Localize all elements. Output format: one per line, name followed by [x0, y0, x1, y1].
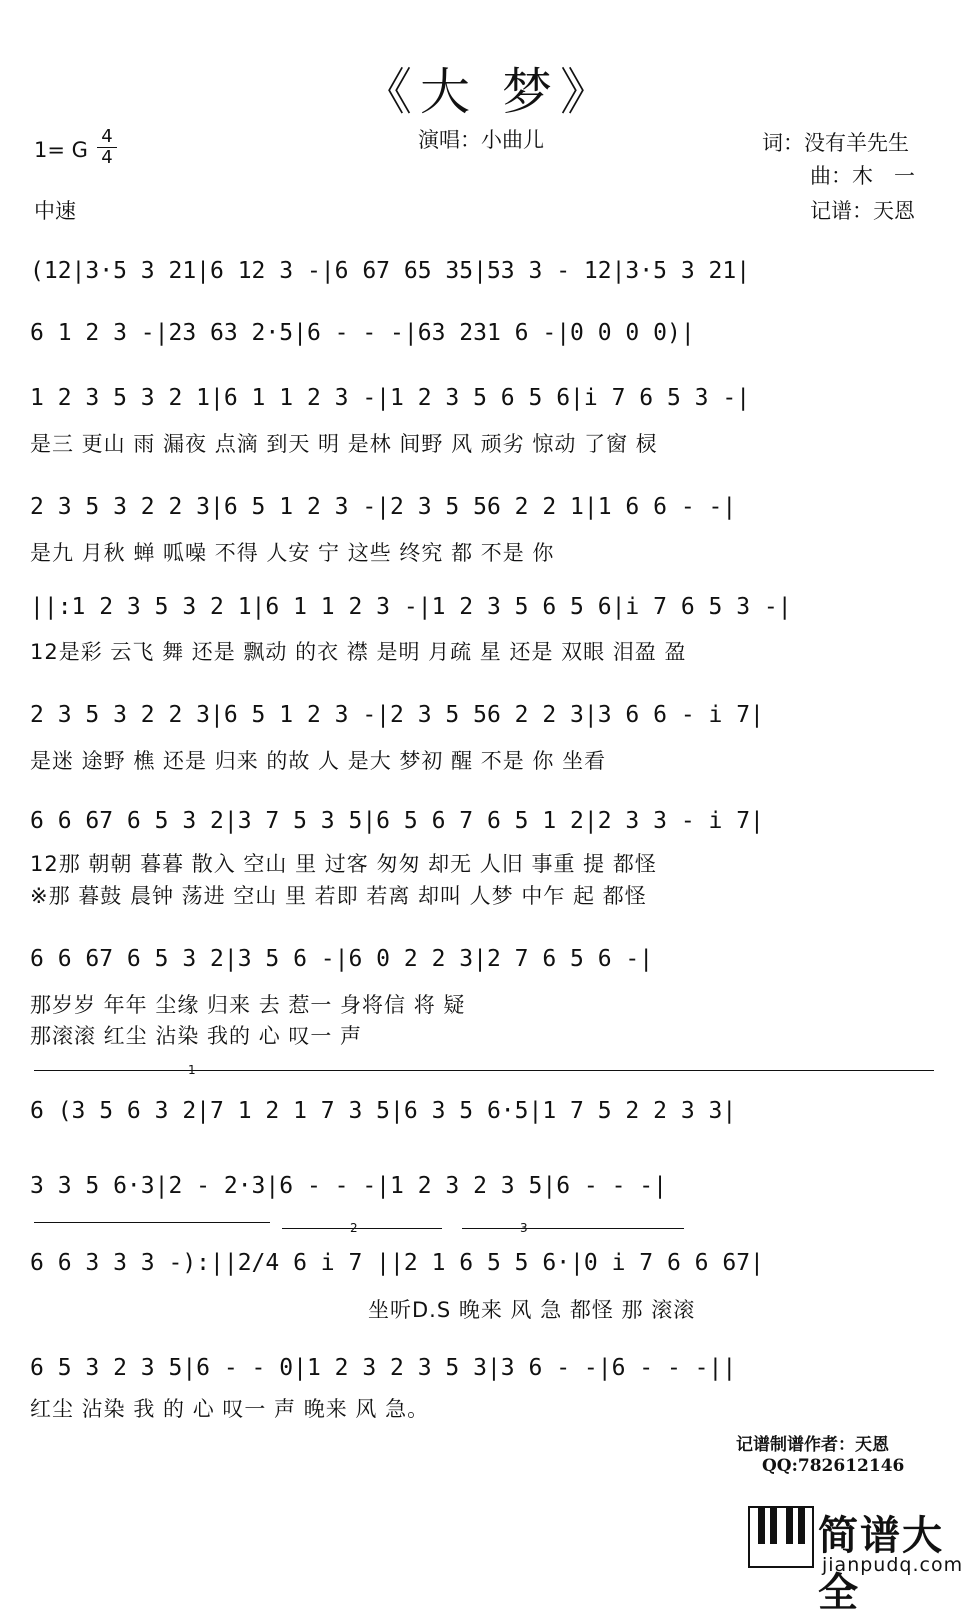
time-top: 4 — [101, 126, 113, 147]
volta-bracket-2 — [282, 1228, 442, 1229]
footer-credit: 记谱制谱作者：天恩 — [736, 1435, 889, 1455]
volta-label-3: 3 — [520, 1221, 528, 1235]
lyric-line-6: 是迷 途野 樵 还是 归来 的故 人 是大 梦初 醒 不是 你 坐看 — [30, 749, 607, 773]
lyric-line-8b: 那滚滚 红尘 沾染 我的 心 叹一 声 — [30, 1024, 363, 1048]
lyric-line-3: 是三 更山 雨 漏夜 点滴 到天 明 是林 间野 风 顽劣 惊动 了窗 棂 — [30, 432, 658, 456]
transcriber-credit: 记谱：天恩 — [810, 199, 915, 223]
singer-credit: 演唱：小曲儿 — [418, 128, 544, 152]
volta-label-2: 2 — [350, 1221, 358, 1235]
notation-line-12: 6 5 3 2 3 5|6 - - 0|1 2 3 2 3 5 3|3 6 - -|6 - - -|| — [30, 1355, 737, 1381]
lyric-line-5: 12是彩 云飞 舞 还是 飘动 的衣 襟 是明 月疏 星 还是 双眼 泪盈 盈 — [30, 640, 687, 664]
lyric-line-8a: 那岁岁 年年 尘缘 归来 去 惹一 身将信 将 疑 — [30, 993, 466, 1017]
piano-keys-icon — [748, 1506, 814, 1568]
notation-line-11: 6 6 3 3 3 -):||2/4 6 i 7 ||2 1 6 5 5 6·|0 i 7 6 6 67| — [30, 1250, 764, 1276]
site-logo — [748, 1500, 970, 1616]
lyric-line-4: 是九 月秋 蝉 呱噪 不得 人安 宁 这些 终究 都 不是 你 — [30, 541, 555, 565]
key-signature: 1= G — [34, 138, 88, 162]
notation-line-4: 2 3 5 3 2 2 3|6 5 1 2 3 -|2 3 5 56 2 2 1|1 6 6 - -| — [30, 494, 737, 520]
notation-line-7: 6 6 67 6 5 3 2|3 7 5 3 5|6 5 6 7 6 5 1 2|2 3 3 - i 7| — [30, 808, 764, 834]
notation-line-8: 6 6 67 6 5 3 2|3 5 6 -|6 0 2 2 3|2 7 6 5 6 -| — [30, 946, 654, 972]
notation-line-1: (12|3·5 3 21|6 12 3 -|6 67 65 35|53 3 - 12|3·5 3 21| — [30, 258, 751, 284]
lyric-line-7b: ※那 暮鼓 晨钟 荡进 空山 里 若即 若离 却叫 人梦 中乍 起 都怪 — [30, 884, 647, 908]
notation-line-2: 6 1 2 3 -|23 63 2·5|6 - - -|63 231 6 -|0 0 0 0)| — [30, 320, 695, 346]
volta-bracket-3 — [462, 1228, 684, 1229]
logo-text: 简谱大全 — [818, 1513, 944, 1616]
notation-line-3: 1 2 3 5 3 2 1|6 1 1 2 3 -|1 2 3 5 6 5 6|i 7 6 5 3 -| — [30, 385, 751, 411]
lyric-line-11: 坐听D.S 晚来 风 急 都怪 那 滚滚 — [368, 1298, 696, 1322]
logo-url: jianpudq.com — [822, 1554, 964, 1576]
notation-line-5: ||:1 2 3 5 3 2 1|6 1 1 2 3 -|1 2 3 5 6 5 6|i 7 6 5 3 -| — [30, 594, 792, 620]
page-title: 《大 梦》 — [362, 63, 618, 121]
composer-credit: 曲：木 一 — [810, 164, 915, 188]
volta-bracket-0 — [34, 1222, 270, 1223]
volta-label-1: 1 — [188, 1063, 196, 1077]
lyric-line-12: 红尘 沾染 我 的 心 叹一 声 晚来 风 急。 — [30, 1397, 430, 1421]
footer-qq: QQ:782612146 — [762, 1456, 905, 1476]
tempo-marking: 中速 — [34, 199, 76, 223]
time-bottom: 4 — [101, 147, 113, 168]
lyricist-credit: 词：没有羊先生 — [762, 131, 909, 155]
notation-line-6: 2 3 5 3 2 2 3|6 5 1 2 3 -|2 3 5 56 2 2 3|3 6 6 - i 7| — [30, 702, 764, 728]
time-signature — [97, 128, 117, 167]
notation-line-10: 3 3 5 6·3|2 - 2·3|6 - - -|1 2 3 2 3 5|6 - - -| — [30, 1173, 667, 1199]
volta-bracket-1 — [34, 1070, 934, 1071]
lyric-line-7a: 12那 朝朝 暮暮 散入 空山 里 过客 匆匆 却无 人旧 事重 提 都怪 — [30, 852, 657, 876]
notation-line-9: 6 (3 5 6 3 2|7 1 2 1 7 3 5|6 3 5 6·5|1 7 5 2 2 3 3| — [30, 1098, 737, 1124]
